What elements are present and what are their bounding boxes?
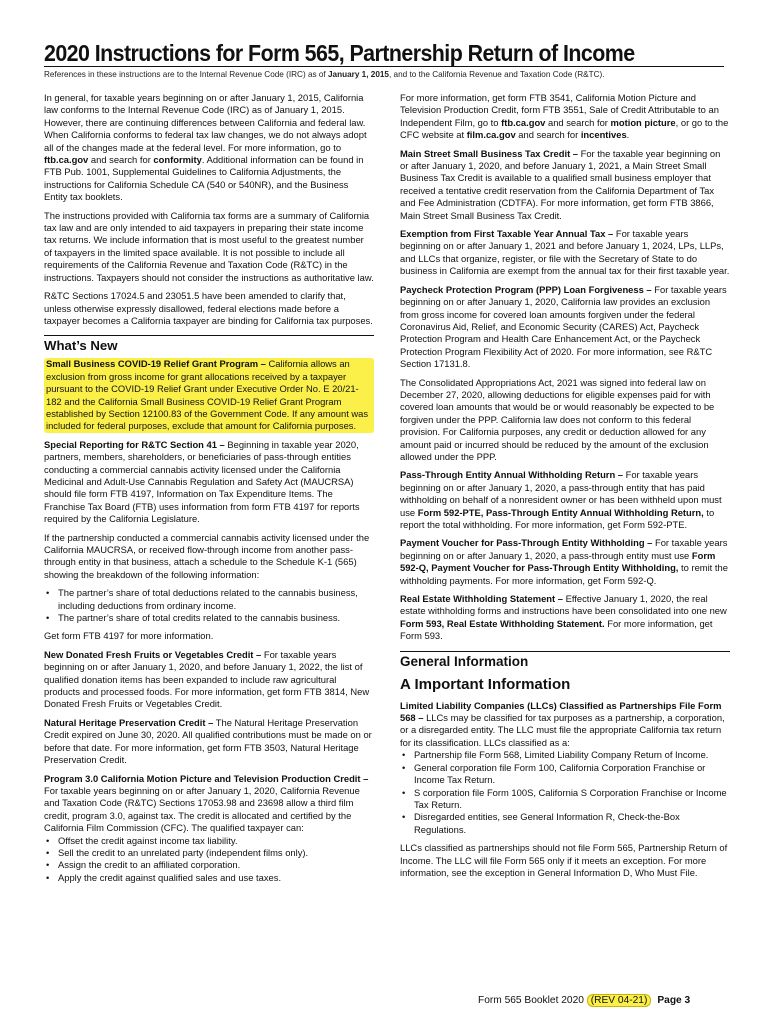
body-text: , or go to the CFC website at — [400, 116, 729, 141]
intro-paragraph — [44, 92, 374, 204]
form-reference: Form 593, Real Estate Withholding Statement. — [400, 617, 605, 629]
fruit-credit-heading: New Donated Fresh Fruits or Vegetables Credit – — [44, 648, 262, 660]
body-text: . — [626, 129, 630, 141]
subtitle-date: January 1, 2015 — [327, 70, 389, 79]
llc-text: LLCs may be classified for tax purposes as a partnership, a corporation, or a disregarded entity. The LLC must file the appropriate California tax return for its classification. LLCs classified as a: — [400, 712, 725, 748]
film-credit-paragraph — [44, 773, 374, 835]
website-ref: ftb.ca.gov — [44, 154, 89, 166]
intro-text: and search for — [88, 154, 154, 166]
fruit-credit-paragraph — [44, 649, 374, 711]
title-divider — [44, 66, 724, 67]
llc-paragraph — [400, 700, 730, 750]
form-reference: Form 592-PTE, Pass-Through Entity Annual Withholding Return, — [417, 506, 704, 518]
section41-bullets — [44, 587, 374, 624]
real-estate-heading: Real Estate Withholding Statement – — [400, 593, 563, 605]
intro-text: . Additional information can be found in FTB Pub. 1001, Supplemental Guidelines to California Adjustments, the instructions for California Schedule CA (540 or 540NR), and the Business Entity tax booklets. — [44, 154, 364, 203]
bullet-icon: • — [402, 811, 406, 823]
search-term: conformity — [153, 154, 202, 166]
page-subtitle — [44, 70, 734, 79]
general-information-heading: General Information — [400, 651, 730, 670]
pte-withholding-heading: Pass-Through Entity Annual Withholding Return – — [400, 469, 623, 481]
real-estate-paragraph — [400, 593, 730, 643]
list-item — [44, 835, 374, 847]
real-estate-text: Effective January 1, 2020, the real estate withholding forms and instructions have been consolidated into one new — [400, 593, 727, 617]
bullet-icon: • — [402, 761, 406, 773]
list-item-text: Offset the credit against income tax liability. — [58, 834, 238, 846]
pte-withholding-text: to report the total withholding. For more information, get Form 592-PTE. — [400, 506, 715, 530]
page-footer — [478, 995, 690, 1006]
whats-new-heading: What’s New — [44, 335, 374, 354]
list-item — [44, 587, 374, 612]
main-street-text: For the taxable year beginning on or after January 1, 2020, and before January 1, 2021, a Main Street Small Business Tax Credit is available to a qualified small business employer that received a tentative credit reservation from the California Department of Tax and Fee Administration (CDTFA). For more information, get form FTB 3866, Main Street Small Business Tax Credit. — [400, 147, 721, 221]
list-item-text: General corporation file Form 100, California Corporation Franchise or Income Tax Return. — [414, 761, 706, 786]
subtitle-text-end: , and to the California Revenue and Taxation Code (R&TC). — [388, 70, 605, 79]
intro-paragraph-3: R&TC Sections 17024.5 and 23051.5 have been amended to clarify that, unless otherwise expressly disallowed, federal elections made before a taxpayer becomes a California taxpayer are binding for California tax purposes. — [44, 290, 373, 326]
section41-heading: Special Reporting for R&TC Section 41 – — [44, 438, 225, 450]
search-term: incentives — [580, 129, 627, 141]
form-reference: Form 592-Q, Payment Voucher for Pass-Through Entity Withholding, — [400, 549, 716, 574]
film-credit-bullets — [44, 835, 374, 885]
body-text: For more information, get form FTB 3541, California Motion Picture and Television Production Credit, form FTB 3551, Sale of Credit Attributable to an Independent Film, go to — [400, 92, 719, 128]
fruit-credit-text: For taxable years beginning on or after January 1, 2020, and before January 1, 2022, the list of qualified donation items has been expanded to include raw agricultural products and processed foods. For more information, get form FTB 3814, New Donated Fresh Fruits or Vegetables Credit. — [44, 648, 370, 710]
film-more-info-paragraph — [400, 92, 730, 142]
list-item-text: The partner’s share of total credits related to the cannabis business. — [58, 612, 341, 624]
section41-paragraph — [44, 439, 374, 526]
bullet-icon: • — [46, 859, 50, 871]
page-title: 2020 Instructions for Form 565, Partnership Return of Income — [44, 40, 635, 66]
payment-voucher-text: to remit the withholding payments. For more information, get Form 592-Q. — [400, 562, 728, 586]
website-ref: ftb.ca.gov — [501, 116, 546, 128]
pte-withholding-paragraph — [400, 469, 730, 531]
main-street-paragraph — [400, 148, 730, 222]
section41-paragraph-2: If the partnership conducted a commercial cannabis activity licensed under the California MAUCRSA, or received flow-through income from another pass-through entity in that business, attach a schedule to the Schedule K-1 (565) showing the breakdown of the following information: — [44, 531, 370, 580]
ppp-heading: Paycheck Protection Program (PPP) Loan Forgiveness – — [400, 283, 652, 295]
list-item — [44, 612, 374, 624]
page-number: Page 3 — [657, 995, 691, 1006]
annual-tax-exemption-paragraph — [400, 228, 730, 278]
film-credit-text: For taxable years beginning on or after January 1, 2020, California Revenue and Taxation Code (R&TC) Sections 17053.98 and 23698 allow a third film credit, program 3.0, against tax. The credit is allocated and certified by the California Film Commission (CFC). The qualified taxpayer can: — [44, 784, 360, 834]
annual-tax-exemption-text: For taxable years beginning on or after January 1, 2021 and before January 1, 2024, LPs, LLPs, and LLCs that organize, register, or file with the Secretary of State to do business in California are exempt from the annual tax for their first taxable year. — [400, 228, 730, 277]
list-item — [400, 811, 730, 836]
website-ref: film.ca.gov — [466, 129, 516, 141]
caa-paragraph: The Consolidated Appropriations Act, 2021 was signed into federal law on December 27, 2020, allowing deductions for eligible expenses paid for with covered loan amounts that would be or would reasonably be expected to be forgiven under the PPP. California law does not conform to this federal provision. For California purposes, any credit or deduction allowed for any amount paid or incurred should be reduced by the amount of the exclusion allowed under the PPP. — [400, 376, 715, 462]
list-item — [400, 749, 730, 761]
intro-text: In general, for taxable years beginning on or after January 1, 2015, California law conforms to the Internal Revenue Code (IRC) as of January 1, 2015. However, there are continuing differences between California and federal law. When California conforms to federal tax law changes, we do not always adopt all of the changes made at the federal level. For more information, go to — [44, 92, 367, 153]
list-item-text: The partner’s share of total deductions related to the cannabis business, including deductions from ordinary income. — [58, 587, 358, 611]
covid-grant-paragraph — [44, 358, 374, 432]
payment-voucher-heading: Payment Voucher for Pass-Through Entity Withholding – — [400, 537, 653, 549]
search-term: motion picture — [610, 116, 676, 128]
list-item — [44, 847, 374, 859]
bullet-icon: • — [46, 587, 50, 599]
llc-heading: Limited Liability Companies (LLCs) Classified as Partnerships File Form 568 – — [400, 699, 722, 724]
body-text: and search for — [545, 116, 611, 128]
ppp-text: For taxable years beginning on or after January 1, 2020, California law provides an exclusion from gross income for covered loan amounts forgiven under the federal Coronavirus Aid, Relief, and Economic Security (CARES) Act, Paycheck Protection Program and Health Care Enhancement Act, or the Paycheck Protection Program Flexibility Act of 2020. For more information, see R&TC Section 17131.8. — [400, 283, 727, 370]
bullet-icon: • — [402, 749, 406, 761]
bullet-icon: • — [46, 834, 50, 846]
section41-paragraph-3: Get form FTB 4197 for more information. — [44, 630, 214, 642]
llc-paragraph-2: LLCs classified as partnerships should not file Form 565, Partnership Return of Income. The LLC will file Form 565 only if it meets an exception. For more information, see the exception in General Information D, Who Must File. — [400, 842, 728, 878]
heritage-credit-text: The Natural Heritage Preservation Credit expired on June 30, 2020. All qualified contributions must be made on or before that date. For more information, get form FTB 3503, Natural Heritage Preservation Credit. — [44, 716, 372, 766]
list-item-text: Assign the credit to an affiliated corporation. — [58, 859, 241, 871]
intro-paragraph-2: The instructions provided with California tax forms are a summary of California tax law and are only intended to aid taxpayers in preparing their state income tax returns. We include information that is most useful to the greatest number of taxpayers in the limited space available. It is not possible to include all requirements of the California Revenue and Taxation Code (R&TC) in the instructions. Taxpayers should not consider the instructions as authoritative law. — [44, 209, 374, 283]
annual-tax-exemption-heading: Exemption from First Taxable Year Annual Tax – — [400, 228, 614, 240]
list-item-text: Partnership file Form 568, Limited Liability Company Return of Income. — [414, 749, 709, 761]
section41-text: Beginning in taxable year 2020, partners, members, shareholders, or beneficiaries of pass-through entities conducting a commercial cannabis activity licensed under the California Medicinal and Adult-Use Cannabis Regulation and Safety Act (MAUCRSA) should file form FTB 4197, Information on Tax Expenditure Items. The Franchise Tax Board (FTB) uses information from form FTB 4197 for reports required by the California Legislature. — [44, 438, 360, 525]
list-item — [44, 872, 374, 884]
right-column — [400, 92, 730, 885]
ppp-paragraph — [400, 284, 730, 371]
payment-voucher-text: For taxable years beginning on or after January 1, 2020, a pass-through entity must use — [400, 537, 728, 561]
body-text: and search for — [515, 129, 581, 141]
footer-booklet-label: Form 565 Booklet 2020 — [478, 995, 587, 1006]
heritage-credit-paragraph — [44, 717, 374, 767]
covid-grant-heading: Small Business COVID-19 Relief Grant Program – — [46, 358, 266, 370]
pte-withholding-text: For taxable years beginning on or after January 1, 2020, a pass-through entity that has paid withholding on behalf of a nonresident owner or has been withheld upon must use — [400, 469, 722, 518]
film-credit-heading: Program 3.0 California Motion Picture and Television Production Credit – — [44, 772, 369, 784]
list-item — [400, 762, 730, 787]
bullet-icon: • — [46, 846, 50, 858]
bullet-icon: • — [46, 612, 50, 624]
list-item-text: Apply the credit against qualified sales and use taxes. — [58, 871, 282, 883]
important-information-heading: A Important Information — [400, 675, 571, 693]
covid-grant-text: California allows an exclusion from gross income for grant allocations received by a taxpayer pursuant to the COVID-19 Relief Grant under Executive Order No. E 20/21-182 and the California Small Business COVID-19 Relief Grant Program established by Section 12100.83 of the Government Code. If any amount was included for federal purposes, exclude that amount for California purposes. — [46, 358, 369, 432]
left-column — [44, 92, 374, 890]
payment-voucher-paragraph — [400, 537, 730, 587]
list-item-text: Disregarded entities, see General Information R, Check-the-Box Regulations. — [414, 811, 680, 835]
heritage-credit-heading: Natural Heritage Preservation Credit – — [44, 716, 214, 728]
subtitle-text: References in these instructions are to the Internal Revenue Code (IRC) as of — [44, 70, 328, 79]
list-item-text: Sell the credit to an unrelated party (independent films only). — [58, 846, 309, 858]
bullet-icon: • — [46, 871, 50, 883]
list-item — [400, 787, 730, 812]
main-street-heading: Main Street Small Business Tax Credit – — [400, 147, 579, 159]
revision-badge: (REV 04-21) — [587, 994, 652, 1007]
list-item — [44, 859, 374, 871]
bullet-icon: • — [402, 786, 406, 798]
real-estate-text: For more information, get Form 593. — [400, 617, 713, 642]
list-item-text: S corporation file Form 100S, California S Corporation Franchise or Income Tax Return. — [414, 786, 727, 810]
llc-bullets — [400, 749, 730, 836]
